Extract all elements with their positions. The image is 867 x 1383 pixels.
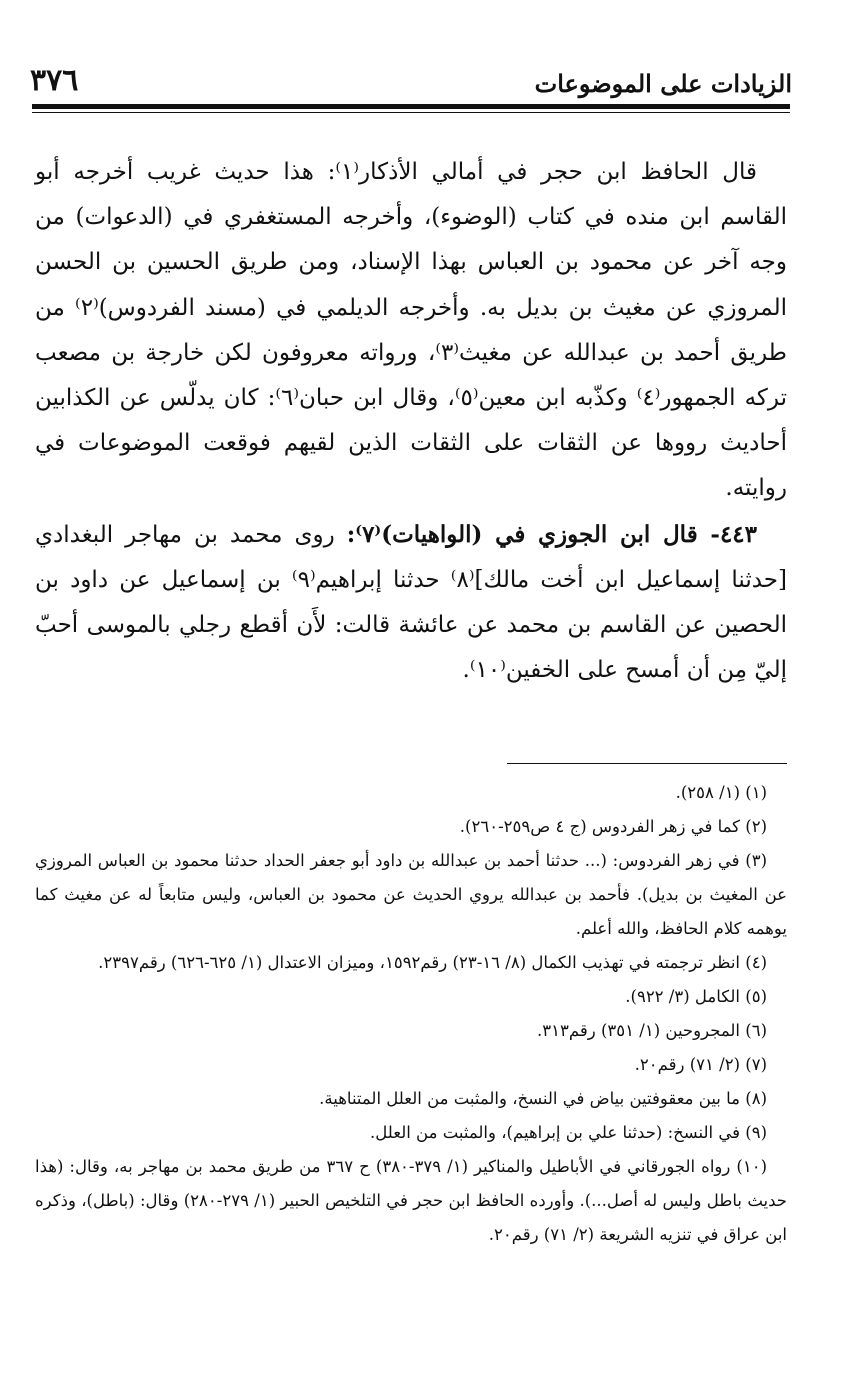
header-rule-thick bbox=[32, 104, 790, 109]
entry-body: روى محمد بن مهاجر البغدادي [حدثنا إسماعيل ابن أخت مالك]⁽٨⁾ حدثنا إبراهيم⁽٩⁾ بن إسماعيل عن داود بن الحصين عن القاسم بن محمد عن عائشة قالت: لأَن أقطع رجلي بالموسى أحبّ إليّ مِن أن أمسح على الخفين⁽١٠⁾. bbox=[35, 521, 787, 684]
footnote-8: (٨) ما بين معقوفتين بياض في النسخ، والمثبت من العلل المتناهية. bbox=[319, 1089, 767, 1108]
entry-heading: ٤٤٣- قال ابن الجوزي في (الواهيات)⁽٧⁾: bbox=[346, 520, 758, 548]
footnote-5: (٥) الكامل (٣/ ٩٢٢). bbox=[625, 987, 767, 1006]
main-text bbox=[35, 150, 787, 693]
footnote-6: (٦) المجروحين (١/ ٣٥١) رقم٣١٣. bbox=[537, 1021, 767, 1040]
footnote-separator bbox=[507, 763, 787, 764]
footnote-3: (٣) في زهر الفردوس: (... حدثنا أحمد بن عبدالله بن داود أبو جعفر الحداد حدثنا محمود بن العباس المروزي عن المغيث بن بديل). فأحمد بن عبدالله يروي الحديث عن محمود بن العباس، وليس متابعاً له عن مغيث كما يوهمه كلام الحافظ، والله أعلم. bbox=[35, 851, 787, 938]
footnote-10: (١٠) رواه الجورقاني في الأباطيل والمناكير (١/ ٣٧٩-٣٨٠) ح ٣٦٧ من طريق محمد بن مهاجر به، وقال: (هذا حديث باطل وليس له أصل...). وأورده الحافظ ابن حجر في التلخيص الحبير (١/ ٢٧٩-٢٨٠) وقال: (باطل)، وذكره ابن عراق في تنزيه الشريعة (٢/ ٧١) رقم٢٠. bbox=[35, 1157, 787, 1244]
paragraph-entry-443 bbox=[35, 512, 787, 694]
page-header bbox=[30, 58, 792, 98]
footnotes bbox=[35, 776, 787, 1252]
footnote-1: (١) (١/ ٢٥٨). bbox=[675, 783, 767, 802]
paragraph-ibn-hajar: قال الحافظ ابن حجر في أمالي الأذكار⁽١⁾: هذا حديث غريب أخرجه أبو القاسم ابن منده في كتاب (الوضوء)، وأخرجه المستغفري في (الدعوات) من وجه آخر عن محمود بن العباس بهذا الإسناد، ومن طريق الحسين بن الحسن المروزي عن مغيث بن بديل به. وأخرجه الديلمي في (مسند الفردوس)⁽٢⁾ من طريق أحمد بن عبدالله عن مغيث⁽٣⁾، ورواته معروفون لكن خارجة بن مصعب تركه الجمهور⁽٤⁾ وكذّبه ابن معين⁽٥⁾، وقال ابن حبان⁽٦⁾: كان يدلّس عن الكذابين أحاديث رووها عن الثقات على الثقات الذين لقيهم فوقعت الموضوعات في روايته. bbox=[35, 159, 787, 502]
footnote-9: (٩) في النسخ: (حدثنا علي بن إبراهيم)، والمثبت من العلل. bbox=[370, 1123, 767, 1142]
running-title: الزيادات على الموضوعات bbox=[534, 69, 792, 98]
footnote-2: (٢) كما في زهر الفردوس (ج ٤ ص٢٥٩-٢٦٠). bbox=[459, 817, 767, 836]
footnote-4: (٤) انظر ترجمته في تهذيب الكمال (٨/ ١٦-٢٣) رقم١٥٩٢، وميزان الاعتدال (١/ ٦٢٥-٦٢٦) رقم٢٣٩٧. bbox=[98, 953, 767, 972]
footnote-7: (٧) (٢/ ٧١) رقم٢٠. bbox=[634, 1055, 767, 1074]
page-number: ٣٧٦ bbox=[30, 63, 79, 98]
header-rule-thin bbox=[32, 112, 790, 113]
